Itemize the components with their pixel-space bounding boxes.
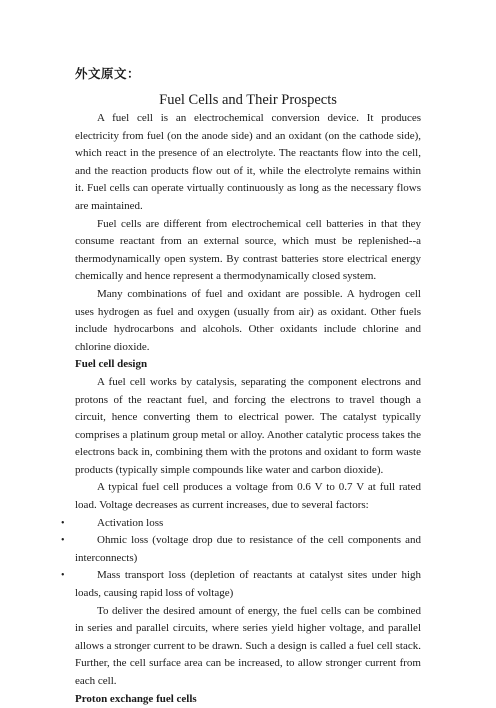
list-item-text: Mass transport loss (depletion of reactants at catalyst sites under high loads, causing rapid loss of voltage) bbox=[75, 569, 421, 600]
bullet-icon: • bbox=[61, 570, 65, 582]
intro-paragraph-2: Fuel cells are different from electrochemical cell batteries in that they consume reactant from an external source, which must be replenished--a thermodynamically open system. By contrast batteries store electrical energy chemically and hence represent a thermodynamically closed system. bbox=[75, 217, 421, 283]
list-item-text: Activation loss bbox=[97, 516, 164, 529]
intro-paragraph-1: A fuel cell is an electrochemical conversion device. It produces electricity from fuel (on the anode side) and an oxidant (on the cathode side), which react in the presence of an electrolyte. The reactants flow into the cell, and the reaction products flow out of it, while the electrolyte remains within it. Fuel cells can operate virtually continuously as long as the necessary flows are maintained. bbox=[75, 112, 421, 212]
original-text-label: 外文原文： bbox=[75, 66, 141, 81]
design-paragraph-2: A typical fuel cell produces a voltage from 0.6 V to 0.7 V at full rated load. Voltage decreases as current increases, due to several factors: bbox=[75, 481, 421, 512]
list-item bbox=[61, 532, 421, 567]
document-body bbox=[61, 110, 421, 708]
list-item bbox=[61, 515, 421, 533]
bullet-icon: • bbox=[61, 535, 65, 547]
design-paragraph-1: A fuel cell works by catalysis, separating the component electrons and protons of the reactant fuel, and forcing the electrons to travel though a circuit, hence converting them to electrical power. The catalyst typically comprises a platinum group metal or alloy. Another catalytic process takes the electrons back in, combining them with the protons and oxidant to form waste products (typically simple compounds like water and carbon dioxide). bbox=[75, 375, 421, 476]
section-heading-fuel-cell-design: Fuel cell design bbox=[75, 358, 148, 371]
document-title: Fuel Cells and Their Prospects bbox=[159, 92, 337, 108]
voltage-loss-list bbox=[61, 515, 421, 603]
design-paragraph-3: To deliver the desired amount of energy, the fuel cells can be combined in series and parallel circuits, where series yield higher voltage, and parallel allows a stronger current to be drawn. Such a design is called a fuel cell stack. Further, the cell surface area can be increased, to allow stronger current from each cell. bbox=[75, 604, 421, 687]
section-heading-proton-exchange: Proton exchange fuel cells bbox=[75, 692, 197, 705]
intro-paragraph-3: Many combinations of fuel and oxidant are possible. A hydrogen cell uses hydrogen as fuel and oxygen (usually from air) as oxidant. Other fuels include hydrocarbons and alcohols. Other oxidants include chlorine and chlorine dioxide. bbox=[75, 287, 421, 353]
bullet-icon: • bbox=[61, 517, 65, 529]
list-item-text: Ohmic loss (voltage drop due to resistance of the cell components and interconnects) bbox=[75, 534, 421, 564]
list-item bbox=[61, 567, 421, 602]
